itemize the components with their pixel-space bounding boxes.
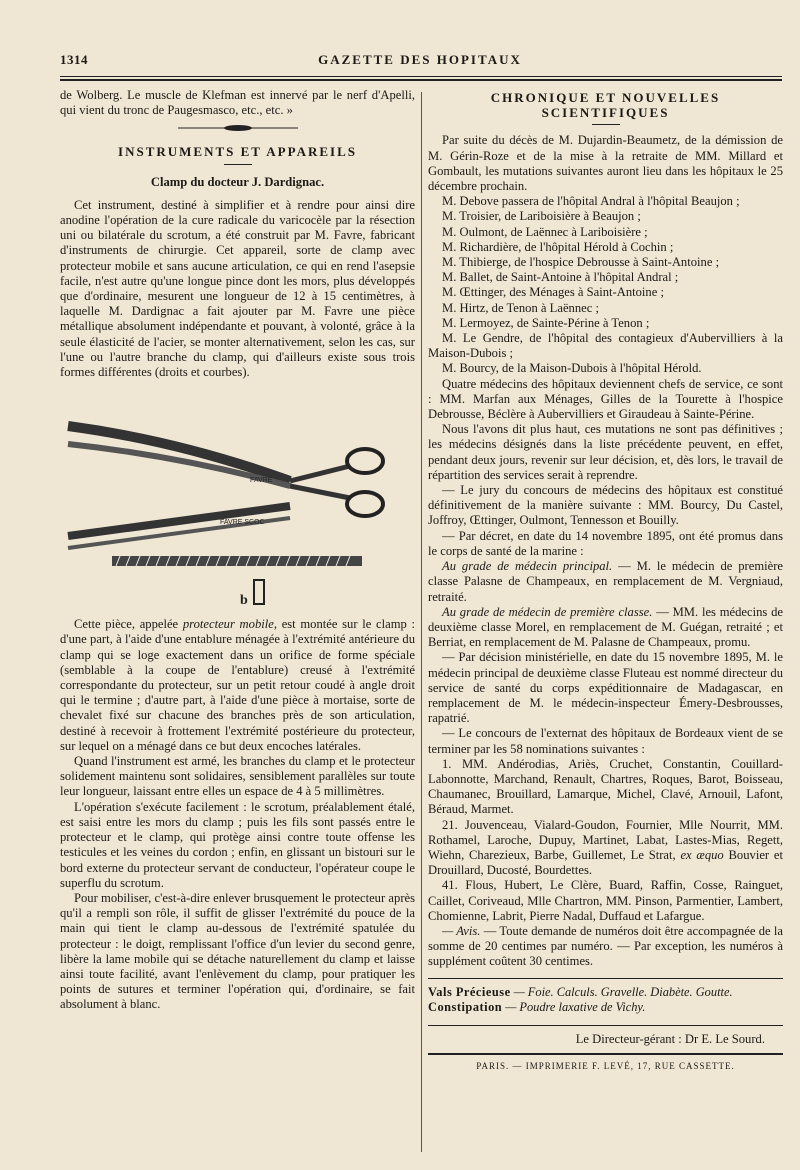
- list-item: M. Le Gendre, de l'hôpital des contagieux d'Aubervilliers à la Maison-Dubois ;: [428, 331, 783, 361]
- paragraph: Quand l'instrument est armé, les branches du clamp et le protecteur solidement maintenu sont solidaires, sensiblement parallèles sur toute leur longueur, laissant entre elles un espace de 4 à 5 millimètres.: [60, 754, 415, 799]
- printer-imprint: PARIS. — IMPRIMERIE F. LEVÉ, 17, RUE CASSETTE.: [428, 1053, 783, 1074]
- italic-heading: Au grade de médecin principal.: [442, 559, 613, 574]
- list-item: M. Troisier, de Lariboisière à Beaujon ;: [442, 209, 641, 224]
- paragraph: [428, 605, 783, 651]
- list-item: M. Hirtz, de Tenon à Laënnec ;: [442, 300, 599, 315]
- right-column: [428, 88, 783, 1074]
- paragraph: [428, 924, 783, 970]
- short-rule: [592, 124, 620, 125]
- paragraph: — Par décision ministérielle, en date du 15 novembre 1895, M. le médecin principal de deuxième classe Fluteau est nommé directeur du service de santé du corps expéditionnaire de Madagascar, en remplacement de M. le médecin-inspecteur Émery-Desbrousses, rapatrié.: [428, 650, 783, 726]
- text-run: , est montée sur le clamp : d'une part, à l'aide d'une entablure ménagée à l'extrémité antérieure du clamp qui se loge exactement dans un orifice de forme spéciale (semblable à la coupe de l'entablure) creusé à l'extrémité correspondante du protecteur, sur un petit retour coudé à angle droit qui le termine ; d'autre part, à l'aide d'une pièce à mortaise, sorte de chevalet fixé sur chacune des branches près de son articulation, destiné à recevoir à frottement l'extrémité postérieure du protecteur, sur lequel on a ménagé dans ce but deux encoches latérales.: [60, 617, 416, 753]
- maker-mark-1: FAVRE: [250, 477, 273, 485]
- section-title-instruments: INSTRUMENTS ET APPAREILS: [118, 144, 357, 160]
- journal-title: GAZETTE DES HOPITAUX: [318, 52, 522, 67]
- text-run: Cette pièce, appelée: [74, 617, 183, 632]
- ad-brand: Constipation: [428, 999, 503, 1014]
- left-column: [60, 88, 415, 1013]
- list-item: M. Œttinger, des Ménages à Saint-Antoine ;: [442, 285, 664, 300]
- italic-heading: Au grade de médecin de première classe.: [442, 604, 653, 619]
- figure-label-b: b: [240, 593, 248, 609]
- advertisement: [428, 978, 783, 1015]
- list-item: M. Ballet, de Saint-Antoine à l'hôpital Andral ;: [442, 270, 679, 285]
- header-rule: [60, 76, 782, 81]
- article-title: Clamp du docteur J. Dardignac.: [150, 174, 325, 189]
- short-rule: [224, 164, 252, 165]
- maker-mark-2: FAVRE SCOC: [220, 519, 265, 527]
- ornament-divider: [178, 124, 298, 132]
- text-run: — MM. les médecins de deuxième classe Morel, en remplacement de M. Guégan, retraité ; et Berriat, en remplacement de M. Palasne de Champeaux, promu.: [428, 604, 783, 650]
- list-item: M. Debove passera de l'hôpital Andral à l'hôpital Beaujon ;: [442, 194, 740, 209]
- ad-line: [428, 1000, 783, 1015]
- page-number: 1314: [60, 52, 88, 67]
- paragraph: Quatre médecins des hôpitaux deviennent chefs de service, ce sont : MM. Marfan aux Ménages, Gilles de la Tourette à l'hospice Debrousse, Béclère à Aubervilliers et Giraudeau à Sainte-Périne.: [428, 376, 783, 422]
- paragraph: Par suite du décès de M. Dujardin-Beaumetz, de la démission de M. Gérin-Roze et de la mise à la retraite de MM. Millard et Gombault, les mutations suivantes auront lieu dans les hôpitaux le 25 décembre prochain.: [428, 133, 783, 194]
- list-item: M. Richardière, de l'hôpital Hérold à Cochin ;: [442, 239, 674, 254]
- paragraph: L'opération s'exécute facilement : le scrotum, préalablement étalé, est saisi entre les mors du clamp ; puis les fils sont passés entre le protecteur et le clamp, qui protège ainsi contre toute offense les testicules et les veines du cordon ; enfin, en glissant un bistouri sur le bord externe du protecteur servant de conducteur, l'opérateur coupe le superflu du scrotum.: [60, 799, 415, 890]
- italic-heading: — Avis.: [442, 923, 481, 938]
- page-header: [60, 50, 780, 72]
- paragraph: 1. MM. Andérodias, Ariès, Cruchet, Constantin, Couillard-Labonnotte, Marchand, Renault, Chartres, Roques, Barot, Boisseau, Chaumanec, Brouillard, Lamarque, Michel, Clavé, Arnouil, Lafont, Béraud, Marmet.: [428, 756, 783, 817]
- ad-text: — Foie. Calculs. Gravelle. Diabète. Goutte.: [510, 984, 733, 999]
- paragraph: 41. Flous, Hubert, Le Clère, Buard, Raffin, Cosse, Rainguet, Caillet, Coriveaud, Mlle Chartron, MM. Pinson, Parmentier, Lambert, Chomienne, Labrit, Pierre Nadal, Duffaud et Lafargue.: [428, 878, 783, 923]
- paragraph: — Le jury du concours de médecins des hôpitaux est constitué définitivement de la manière suivante : MM. Bourcy, Du Castel, Joffroy, Œttinger, Oulmont, Tennesson et Bouilly.: [428, 483, 783, 528]
- paragraph: [60, 617, 415, 754]
- list-item: M. Bourcy, de la Maison-Dubois à l'hôpital Hérold.: [442, 361, 702, 376]
- ad-line: [428, 985, 783, 1000]
- column-divider: [421, 92, 422, 1152]
- paragraph: [428, 818, 783, 879]
- text-run: Bouvier et Drouillard, Ducosté, Bourdettes.: [428, 847, 783, 878]
- list-item: M. Lermoyez, de Sainte-Périne à Tenon ;: [442, 315, 650, 330]
- text-run: — Toute demande de numéros doit être accompagnée de la somme de 20 centimes par numéro. — Par exception, les numéros à supplément coûtent 30 centimes.: [428, 923, 783, 969]
- list-item: M. Thibierge, de l'hospice Debrousse à Saint-Antoine ;: [442, 255, 720, 270]
- section-title-chronique: CHRONIQUE ET NOUVELLES SCIENTIFIQUES: [490, 90, 721, 121]
- ad-brand: Vals Précieuse: [428, 984, 511, 999]
- paragraph: — Le concours de l'externat des hôpitaux de Bordeaux vient de se terminer par les 58 nominations suivantes :: [428, 726, 783, 756]
- paragraph: Nous l'avons dit plus haut, ces mutations ne sont pas définitives ; les médecins désignés dans la liste précédente peuvent, en effet, pendant deux jours, revenir sur leur décision, et, dès lors, le travail de répartition des services serait à reprendre.: [428, 422, 783, 482]
- paragraph: Pour mobiliser, c'est-à-dire enlever brusquement le protecteur après qu'il a rempli son rôle, il suffit de glisser l'extrémité du pouce de la main qui tient le clamp au-dessous de l'extrémité spatulée du protecteur : le doigt, remplissant l'office d'un levier du second genre, libère la lame mobile qui se détache naturellement du clamp et laisse ainsi toute facilité, avant l'enlèvement du clamp, pour pratiquer les points de sutures et terminer l'opération qui, d'ordinaire, se fait absolument à blanc.: [60, 890, 415, 1012]
- italic-term: protecteur mobile: [182, 617, 274, 632]
- text-run: 21. Jouvenceau, Vialard-Goudon, Fournier, Mlle Nourrit, MM. Rothamel, Laroche, Dupuy, Martinet, Labat, Lastes-Mias, Regett, Wiehn, Charezieux, Barbe, Guillemet, Le Strat,: [428, 817, 783, 862]
- italic-term: ex æquo: [680, 847, 724, 862]
- paragraph: Cet instrument, destiné à simplifier et à rendre pour ainsi dire anodine l'opération de la cure radicale du varicocèle par la résection uni ou bilatérale du scrotum, a été construit par M. Favre, fabricant d'instruments de chirurgie. Cet appareil, sorte de clamp avec protecteur mobile et sans aucune articulation, ce qui en rend l'asepsie facile, n'est autre qu'une longue pince dont les mors, plus développés que d'ordinaire, mesurent une longueur de 12 à 15 centimètres, à laquelle M. Dardignac a fait ajouter par M. Favre une pièce métallique absolument indépendante et pouvant, à volonté, grâce à la seule élasticité de l'acier, se monter alternativement, selon les cas, sur l'une ou l'autre branche du clamp, qui d'ailleurs existe sous trois formes différentes (droits et courbes).: [60, 197, 415, 380]
- list-item: M. Oulmont, de Laënnec à Lariboisière ;: [442, 224, 648, 239]
- ad-text: — Poudre laxative de Vichy.: [502, 999, 646, 1014]
- paragraph: — Par décret, en date du 14 novembre 1895, ont été promus dans le corps de santé de la marine :: [428, 528, 783, 558]
- director-signature: Le Directeur-gérant : Dr E. Le Sourd.: [428, 1025, 783, 1047]
- paragraph: [428, 559, 783, 605]
- clamp-illustration: [60, 386, 415, 611]
- text-run: — M. le médecin de première classe Palasne de Champeaux, en remplacement de M. Vergniaud, retraité.: [428, 559, 783, 604]
- mutations-list: [428, 194, 783, 376]
- intro-paragraph: de Wolberg. Le muscle de Klefman est innervé par le nerf d'Apelli, qui vient du tronc de Paugesmasco, etc., etc. »: [60, 88, 415, 118]
